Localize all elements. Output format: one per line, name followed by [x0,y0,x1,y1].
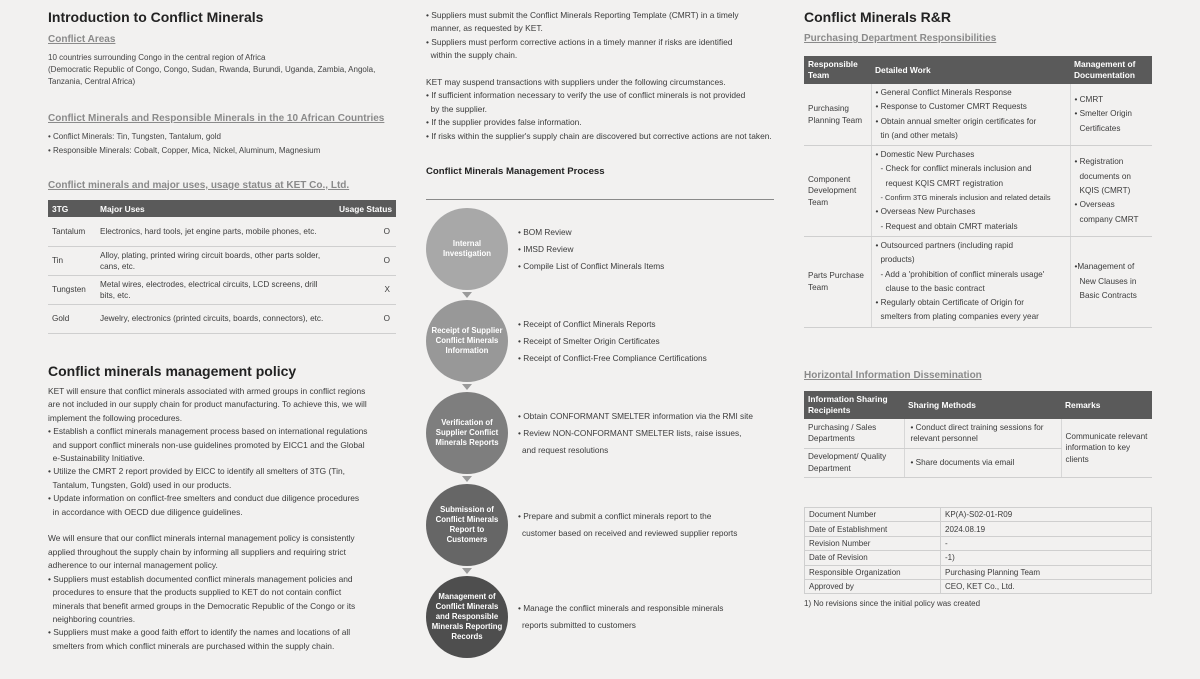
requirement-line: KET may suspend transactions with suppliers under the following circumstances. [426,77,726,88]
status-cell: O [328,217,396,246]
uses-cell: Jewelry, electronics (printed circuits, boards, connectors), etc. [96,304,328,333]
table-row [804,236,1152,327]
work-line: • Obtain annual smelter origin certificates for [875,116,1037,126]
rr-title: Conflict Minerals R&R [804,9,952,25]
process-step-item: • IMSD Review [518,243,574,254]
doc-info-row [805,522,1152,536]
doc-info-value: -1) [941,551,1152,565]
team-cell: Parts Purchase Team [804,236,871,327]
process-step-items [518,316,707,367]
step-arrow-icon [462,292,472,298]
policy-line: adherence to our internal management policy. [48,560,218,571]
remarks-cell: Communicate relevant information to key clients [1061,419,1152,477]
requirement-line: • If risks within the supplier's supply chain are discovered but corrective actions are not taken. [426,130,772,141]
docs-line: •Management of [1074,262,1135,272]
mineral-cell: Tantalum [48,217,96,246]
th-recipients: Information Sharing Recipients [804,391,904,419]
requirement-line: by the supplier. [426,103,487,114]
process-step-item: • Compile List of Conflict Minerals Items [518,260,665,271]
policy-line: and support conflict minerals non-use guidelines promoted by EICC1 and the Global [48,439,365,450]
mineral-cell: Gold [48,304,96,333]
policy-body [48,385,400,653]
process-flow [426,208,774,668]
policy-line: • Suppliers must establish documented conflict minerals management policies and [48,573,353,584]
uses-cell: Metal wires, electrodes, electrical circuits, LCD screens, drill bits, etc. [96,275,328,304]
process-step-item: • Receipt of Conflict Minerals Reports [518,318,656,329]
horizontal-table [804,391,1152,478]
process-step-item: • BOM Review [518,226,572,237]
work-line: - Add a 'prohibition of conflict minerals usage' [880,269,1045,279]
process-step-item: • Manage the conflict minerals and responsible minerals [518,603,724,613]
requirement-line: • If sufficient information necessary to verify the use of conflict minerals is not provided [426,90,746,101]
work-line: - Check for conflict minerals inclusion and [880,164,1032,174]
requirement-line: • If the supplier provides false information. [426,117,582,128]
work-line: - Confirm 3TG minerals inclusion and related details [880,193,1051,203]
process-step-circle: Receipt of Supplier Conflict Minerals Information [426,300,508,382]
doc-info-value: Purchasing Planning Team [941,565,1152,579]
doc-info-value: CEO, KET Co., Ltd. [941,579,1152,593]
uses-table [48,200,396,334]
doc-info-value: KP(A)-S02-01-R09 [941,508,1152,522]
method-cell: • Share documents via email [904,448,1061,477]
table-row [804,146,1152,237]
docs-cell [1070,84,1152,146]
process-step-item: customer based on received and reviewed supplier reports [522,528,738,538]
doc-info-value: 2024.08.19 [941,522,1152,536]
process-step-item: • Prepare and submit a conflict minerals report to the [518,511,712,521]
policy-line: • Utilize the CMRT 2 report provided by EICC to identify all smelters of 3TG (Tin, [48,466,345,477]
process-step-items [518,508,737,542]
team-cell: Purchasing Planning Team [804,84,871,146]
policy-line: KET will ensure that conflict minerals associated with armed groups in conflict regions [48,386,366,396]
requirement-line: • Suppliers must perform corrective actions in a timely manner if risks are identified [426,36,733,47]
process-step-circle: Internal Investigation [426,208,508,290]
conflict-areas-heading: Conflict Areas [48,34,116,45]
uses-cell: Electronics, hard tools, jet engine parts, mobile phones, etc. [96,217,328,246]
docs-cell [1070,236,1152,327]
docs-line: company CMRT [1079,214,1139,224]
recipient-cell: Development/ Quality Department [804,448,904,477]
doc-info-row [805,565,1152,579]
footnote: 1) No revisions since the initial policy was created [804,599,981,608]
policy-line: smelters from which conflict minerals are purchased within the supply chain. [48,640,335,651]
docs-line: KQIS (CMRT) [1079,185,1131,195]
docs-line: Certificates [1079,123,1121,133]
process-step-circle: Submission of Conflict Minerals Report to Customers [426,484,508,566]
work-cell [871,146,1070,237]
team-cell: Component Development Team [804,146,871,237]
policy-line: minerals that benefit armed groups in the Democratic Republic of the Congo or its [48,600,356,611]
policy-line: • Suppliers must make a good faith effort to identify the names and locations of all [48,627,351,638]
requirement-line: manner, as requested by KET. [426,23,543,34]
th-usage-status: Usage Status [328,200,396,217]
supplier-requirements [426,9,778,143]
minerals-line: • Responsible Minerals: Cobalt, Copper, Mica, Nickel, Aluminum, Magnesium [48,146,321,155]
table-row [48,246,396,275]
doc-info-row [805,536,1152,550]
policy-line: neighboring countries. [48,613,136,624]
process-title: Conflict Minerals Management Process [426,166,605,177]
table-row [48,275,396,304]
status-cell: O [328,304,396,333]
horizontal-heading: Horizontal Information Dissemination [804,370,982,381]
work-line: tin (and other metals) [880,130,958,140]
doc-info-key: Document Number [805,508,941,522]
work-line: • General Conflict Minerals Response [875,88,1012,97]
requirement-line: • Suppliers must submit the Conflict Minerals Reporting Template (CMRT) in a timely [426,10,739,20]
process-step-circle: Verification of Supplier Conflict Minerals Reports [426,392,508,474]
work-line: request KQIS CMRT registration [885,178,1004,188]
table-row [48,304,396,333]
step-arrow-icon [462,384,472,390]
docs-line: documents on [1079,171,1131,181]
work-line: • Regularly obtain Certificate of Origin for [875,298,1024,308]
requirement-line [426,63,778,76]
policy-line: • Establish a conflict minerals management process based on international regulations [48,426,368,437]
policy-line [48,519,400,532]
work-cell [871,84,1070,146]
policy-line: in accordance with OECD due diligence guidelines. [48,506,243,517]
intro-title: Introduction to Conflict Minerals [48,9,264,25]
minerals-line: • Conflict Minerals: Tin, Tungsten, Tantalum, gold [48,132,221,141]
step-arrow-icon [462,568,472,574]
doc-info-key: Date of Establishment [805,522,941,536]
uses-cell: Alloy, plating, printed wiring circuit boards, other parts solder, cans, etc. [96,246,328,275]
th-work: Detailed Work [871,56,1070,84]
work-line: smelters from plating companies every year [880,312,1039,322]
policy-line: e-Sustainability Initiative. [48,453,145,464]
doc-info-key: Approved by [805,579,941,593]
minerals-heading: Conflict Minerals and Responsible Minerals in the 10 African Countries [48,113,385,124]
process-step-items [518,224,664,275]
areas-line: (Democratic Republic of Congo, Congo, Sudan, Rwanda, Burundi, Uganda, Zambia, Angola, [48,65,376,74]
process-step-items [518,600,723,634]
table-row [804,419,1152,448]
policy-line: are not included in our supply chain for product manufacturing. To achieve this, we will [48,399,367,410]
table-row [48,217,396,246]
policy-line: implement the following procedures. [48,412,183,423]
doc-info-row [805,508,1152,522]
th-methods: Sharing Methods [904,391,1061,419]
policy-line: applied throughout the supply chain by informing all suppliers and requiring strict [48,546,346,557]
process-step-item: • Review NON-CONFORMANT SMELTER lists, raise issues, [518,427,742,438]
purchasing-heading: Purchasing Department Responsibilities [804,33,997,44]
requirement-line: within the supply chain. [426,50,518,61]
conflict-areas-text [48,52,408,88]
policy-line: Tantalum, Tungsten, Gold) used in our products. [48,479,232,490]
doc-info-row [805,579,1152,593]
recipient-cell: Purchasing / Sales Departments [804,419,904,448]
step-arrow-icon [462,476,472,482]
process-step-item: • Obtain CONFORMANT SMELTER information via the RMI site [518,410,753,421]
uses-heading: Conflict minerals and major uses, usage status at KET Co., Ltd. [48,180,350,191]
th-remarks: Remarks [1061,391,1152,419]
areas-line: Tanzania, Central Africa) [48,77,136,86]
status-cell: X [328,275,396,304]
method-cell: • Conduct direct training sessions for relevant personnel [904,419,1061,448]
docs-line: • Overseas [1074,200,1115,210]
work-line: • Domestic New Purchases [875,150,975,160]
policy-title: Conflict minerals management policy [48,363,297,379]
status-cell: O [328,246,396,275]
docs-line: • CMRT [1074,95,1104,105]
work-line: • Overseas New Purchases [875,207,976,217]
process-step-items [518,408,753,459]
table-row [804,84,1152,146]
doc-info-row [805,551,1152,565]
doc-info-key: Responsible Organization [805,565,941,579]
rr-table [804,56,1152,328]
work-line: - Request and obtain CMRT materials [880,221,1018,231]
docs-line: • Smelter Origin [1074,109,1132,119]
doc-info-key: Date of Revision [805,551,941,565]
doc-info-value: - [941,536,1152,550]
doc-info-key: Revision Number [805,536,941,550]
work-line: • Outsourced partners (including rapid [875,240,1014,250]
mineral-cell: Tungsten [48,275,96,304]
th-major-uses: Major Uses [96,200,328,217]
work-cell [871,236,1070,327]
process-step-item: • Receipt of Smelter Origin Certificates [518,335,660,346]
th-docs: Management of Documentation [1070,56,1152,84]
areas-line: 10 countries surrounding Congo in the central region of Africa [48,53,266,62]
mineral-cell: Tin [48,246,96,275]
process-step-circle: Management of Conflict Minerals and Responsible Minerals Reporting Records [426,576,508,658]
process-divider [426,199,774,200]
docs-line: New Clauses in [1079,276,1137,286]
docs-cell [1070,146,1152,237]
work-line: • Response to Customer CMRT Requests [875,102,1027,112]
process-step-item: reports submitted to customers [522,620,636,630]
work-line: clause to the basic contract [885,283,985,293]
docs-line: • Registration [1074,157,1124,167]
work-line: products) [880,255,915,265]
docs-line: Basic Contracts [1079,291,1137,300]
policy-line: procedures to ensure that the products supplied to KET do not contain conflict [48,587,342,598]
policy-line: • Update information on conflict-free smelters and conduct due diligence procedures [48,493,360,504]
th-team: Responsible Team [804,56,871,84]
process-step-item: • Receipt of Conflict-Free Compliance Certifications [518,352,707,363]
th-3tg: 3TG [48,200,96,217]
policy-line: We will ensure that our conflict minerals internal management policy is consistently [48,533,355,544]
document-info-table [804,507,1152,594]
minerals-text [48,131,320,157]
process-step-item: and request resolutions [522,444,609,455]
